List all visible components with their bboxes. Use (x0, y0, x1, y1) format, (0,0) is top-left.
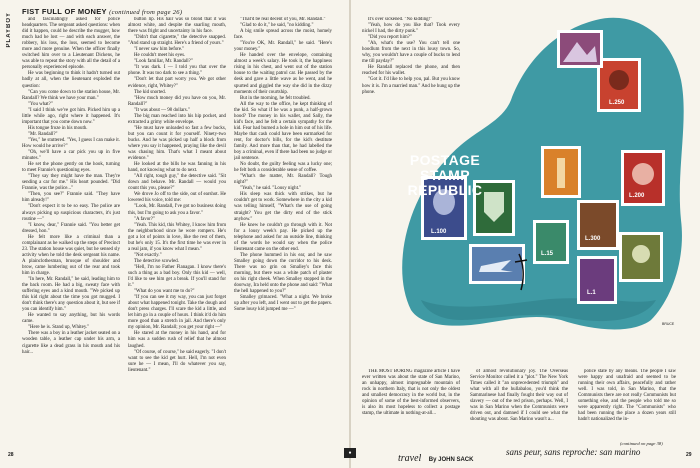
paragraph: THE MOST BORING magazine article I have ever written was about the state of San Marino, an unhappy, almost impregnable mountain of rock in northern Italy, that is not only the oldest and smallest democracy in the world but, in the opinion of some of the best-informed observers, is also its most hopeless to collect a postage stamp, the ultimate in nothing-at-all... (362, 369, 460, 417)
paragraph: "You what?" (28, 101, 53, 107)
continued-note: (continued on page 38) (620, 441, 663, 446)
stamp-top-right (597, 58, 641, 112)
left-column-1 (22, 17, 120, 447)
paragraph: But in the morning, he felt troubled. (240, 95, 311, 101)
page-number-left: 28 (8, 452, 14, 458)
article-headline (22, 7, 342, 16)
paragraph: "Look, Mr. Randall, I've got no business doing this, but I'm going to ask you a favor." (128, 204, 226, 216)
paragraph: He wanted to say anything, but his words came. (22, 313, 120, 325)
stamp-value: L.300 (585, 236, 601, 242)
stamp-mountain (557, 30, 603, 68)
paragraph: "I never saw him before." (134, 47, 185, 53)
paragraph: "Not exactly." (134, 252, 162, 258)
stamp-red-large (621, 150, 665, 206)
paragraph: "Hell, I'm no Father Flanagan. I know there's such a thing as a bad boy. Only this kid — well, I'd like to see him get a break. If you'll stand for it." (128, 264, 226, 289)
paragraph: There was a boy in a leather jacket seated on a wooden table, a leather cap under his arm, a cigarette like a dead grass in his mouth and his hair... (22, 331, 120, 355)
art-title (400, 153, 490, 198)
paragraph: The kid snorted. (134, 89, 166, 95)
paragraph: "I know, dear," Frannie said. "You better get dressed, hon." (22, 222, 120, 234)
paragraph: "It was dark. I — I told you that over the phone. It was too dark to see a thing." (128, 65, 226, 77)
paragraph: "Then, you see?" Frannie said. "They have him already!" (22, 192, 120, 204)
paragraph: "Did you report him?" (368, 35, 412, 41)
paragraph: We drove Jo off to the side, out of earshot. He lowered his voice, told me: (128, 192, 226, 204)
paragraph: "He must have unloaded so fast a few bucks, but you can count it for yourself. Ninety-two bucks. And he was picked up half a block from where you say it happened, praying like the devil was chasing him. That's what I meant about evidence." (128, 125, 226, 162)
stamp-value: L.15 (541, 251, 554, 257)
paragraph: "Ah, what's the use? You can't tell one hoodlum from the next in this lousy town. So, why, you wouldn't have a couple of bucks to lend me till payday?" (362, 41, 460, 65)
article-byline (398, 448, 473, 466)
paragraph: A big smile spread across the moist, homely face. (234, 29, 332, 41)
paragraph: The big man reached into his hip pocket, and extracted a grimy white envelope. (128, 113, 226, 125)
headline-continued: (continued from page 26) (109, 9, 183, 16)
right-bottom-column-3 (578, 369, 676, 447)
paragraph: "Look familiar, Mr. Randall?" (134, 59, 193, 65)
paragraph: "What's the matter, Mr. Randall? Tough night?" (234, 174, 332, 186)
paragraph: "Mr. Randall?" (28, 131, 58, 137)
paragraph: All the way to the office, he kept thinking of the kid. So what if he was a punk, a half-grown hood? The money in his wallet, and Sally, the kid's face, and he felt a certain sympathy for the kid. Fear had burned a hole in him out of his life. Maybe that cash could have been earmarked for rent, for doctor's bills, for the kid's destitute family. And more than that, he had labelled the boy a criminal, even if there had been no judge or jail sentence. (234, 101, 332, 162)
paragraph: He knew he couldn't go through with it. Not for a lousy week's pay. He picked up the telephone and asked for an outside line, thinking of the words he would say when the police lieutenant came on the other end. (234, 222, 332, 252)
right-bottom-column-1 (362, 369, 460, 447)
paragraph: "You're OK, Mr. Randall," he said. "Here's your money." (234, 41, 332, 53)
stamp-small-green (533, 220, 569, 264)
stamp-brown (577, 200, 619, 250)
article-tagline: sans peur, sans reproche: san marino (506, 447, 641, 457)
left-column-2 (128, 17, 226, 447)
paragraph: "Here he is. Stand up, Whitey." (28, 325, 90, 331)
paragraph: He stared at the money in his hand, and for him was a sudden rush of relief that he almost laughed. (128, 331, 226, 349)
paragraph: He set the phone gently on the hook, turning to meet Frannie's questioning eyes. (22, 162, 120, 174)
paragraph: "Don't expect it to be so easy. The police are always picking up suspicious characters, it's just routine —" (22, 204, 120, 222)
paragraph: Smalley grimaced. "What a night. We broke up after you left, and I went out to get the papers. Some lousy kid jumped me —" (234, 295, 332, 313)
paragraph: He felt more like a criminal than a complainant as he walked up the steps of Precinct 23. The station house was quiet, but he sensed sly activity when he told the desk sergeant his name. A plainclothesman, brusque of shoulder and brow, came lumbering out of the rear and took him in charge. (22, 234, 120, 276)
artist-credit: BRUCE (662, 322, 675, 326)
paragraph: police state by any means. The people I saw were happy and unafraid and seemed to be running their own affairs, peacefully and rather well. I was told, in San Marino, that the Communists there are not really Communists but something else, and the people who told me so were apparently right. The "Communists" who had been running the place a dozen years still hadn't nationalized the in- (578, 369, 676, 423)
paragraph: button lip. His hair was so blond that it was almost white, and despite the snarling mouth, there was fright and uncertainty in his face. (128, 17, 226, 35)
paragraph: "Yeah, how do you like that? Took every nickel I had, the dirty punk." (362, 23, 460, 35)
left-column-3 (234, 17, 332, 447)
page-number-right: 29 (686, 452, 692, 458)
paragraph: "It was about — 98 dollars." (134, 107, 190, 113)
paragraph: "Didn't that cigarette," the detective snapped. "And stand up straight. Here's a friend of yours." (128, 35, 226, 47)
paragraph: He looked at the bills he was fanning in his hand, not knowing what to do next. (128, 162, 226, 174)
paragraph: "I said I think we've got him. Picked him up a little while ago, right where it happened. It's important that you come down now." (22, 107, 120, 125)
paragraph: "In here, Mr. Randall," he said, leading him to the back room. He had a big, sweaty face with suffering eyes and a kind mouth. "We picked up this kid right about the time you got mugged. I don't think there's any question about it, but see if you can identify him." (22, 277, 120, 313)
center-logo-mark: ● (344, 448, 356, 458)
stamp-olive (619, 232, 663, 282)
art-title-line-2: STAMP (420, 167, 470, 183)
stamp-value: L.1 (587, 290, 596, 296)
paragraph: His sleep was thick with strikes, but he couldn't get to work. Somewhere in the city a kid was telling himself, "What's the use of going straight? You get the dirty end of the stick anyhow." (234, 192, 332, 222)
section-label: travel (398, 453, 422, 464)
art-title-line-1: POSTAGE (409, 152, 481, 168)
stamp-value: L.200 (629, 193, 645, 199)
paragraph: No doubt, the guilty feeling was a lucky one; he felt both a considerable sense of coffee. (234, 162, 332, 174)
stamp-orange-tower (541, 146, 581, 198)
paragraph: "Yeah," he said. "Lousy night." (240, 186, 302, 192)
stamp-value: L.250 (609, 100, 625, 106)
paragraph: The detective scowled. (134, 258, 179, 264)
paragraph: "How much money did you have on you, Mr. Randall?" (128, 95, 226, 107)
paragraph: "That'd be real decent of you, Mr. Randall." (240, 17, 326, 22)
paragraph: His tongue froze in his mouth. (28, 125, 88, 131)
stamp-airplane (469, 244, 525, 284)
paragraph: "Of course, of course," he said eagerly. "I don't want to see the kid get hurt. Hell, I'm not even sure he — I mean, I'll do whatever you say, lieutenant." (128, 349, 226, 373)
paragraph: "Yeah. This kid, this Whitey, I know him from the neighborhood since he wore rompers. He's got a lot of points in love, like the rest of them, but he's only 15. It's the first time he was ever in a real jam, if you know what I mean." (128, 222, 226, 252)
paragraph: He handed over the envelope, containing almost a week's salary. He took it, the happiness rising in his chest, and went out of the station house to the waiting patrol car. He passed by the desk and gave a little wave as he went, and he spurted and giggled the way she did in the dizzy moments of their courtship. (234, 53, 332, 95)
paragraph: The phone hummed in his ear, and he saw Smalley going down the corridor to his desk. There was no grin on Smalley's face this morning, but there was a white patch of plaster on his right cheek. When Smalley stopped in the doorway, Ira held onto the phone and said: "What the hell happened to you?" (234, 252, 332, 295)
paragraph: "They say they might have the man. They're sending a car for me." His heart pounded. "Did Frannie, was the police..." (22, 174, 120, 192)
paragraph: "Got it. I'd like to help you, pal. But you know how it is. I'm a married man." And he hung up the phone. (362, 77, 460, 95)
art-title-line-3: REPUBLIC (407, 182, 483, 198)
paragraph: He Randall replaced the phone, and then reached for his wallet. (362, 65, 460, 77)
paragraph: He couldn't meet his eyes. (134, 53, 186, 59)
headline-title: FIST FULL OF MONEY (22, 7, 107, 16)
stamp-value: L.100 (431, 229, 447, 235)
paragraph: "Don't let that part worry you. We got other evidence, right, Whitey?" (128, 77, 226, 89)
paragraph: "All right, tough guy," the detective said. "Sit down and behave. Mr. Randall — would you count this you, please?" (128, 174, 226, 192)
paragraph: "A favor?" (134, 216, 155, 222)
byline-author: By JOHN SACK (428, 457, 474, 463)
spine-brand: PLAYBOY (6, 12, 12, 48)
paragraph: It's over sickened. "No kidding!" (368, 17, 433, 22)
paragraph: "Can you come down to the station house, Mr. Randall? We think we have your man." (22, 89, 120, 101)
paragraph: "What do you want me to do?" (134, 289, 195, 295)
paragraph: "Glad to do it," he said, "no kidding." (240, 23, 314, 29)
right-bottom-column-2 (470, 369, 568, 447)
paragraph: He was beginning to think it hadn't turned out badly at all, when the lieutenant exploded the question: (22, 71, 120, 89)
paragraph: "Yes," he stuttered. "Yes, I guess I can make it. How would he arrive?" (22, 137, 120, 149)
paragraph: of almost revolutionary joy. The Overseas Service Monitor called it a "plot." The New York Times called it "an unprecedented triumph" and what with all the hullabaloo, you'd think the Sammarinese had finally fought their way out of slavery — out of the red prison, perhaps. Well, I was in San Marino when the Communists were driven out, and damned if I could see what the shouting was about. San Marino wasn't a... (470, 369, 568, 423)
paragraph: "If you can see it my way, you can just forget about what happened tonight. Take the dough and don't press charges. I'll scare the kid a little, and let him go in a couple of hours. I think it'd do him more good than a stretch in jail. And there's only my opinion, Mr. Randall; you get your right —" (128, 295, 226, 331)
stamp-purple (577, 256, 617, 304)
paragraph: and fascinatingly asked for police headquarters. The sergeant asked questions: when did it happen, could he describe the mugger, how much had he lost — and with each answer, the robbery, his loss, the loss, seemed to become more and more genuine. When the officer finally switched him over to a Lieutenant Dickens, he was able to repeat the story with all the detail of a personally experienced episode. (22, 17, 120, 71)
paragraph: "Oh, we'll have a car pick you up in five minutes." (22, 150, 120, 162)
